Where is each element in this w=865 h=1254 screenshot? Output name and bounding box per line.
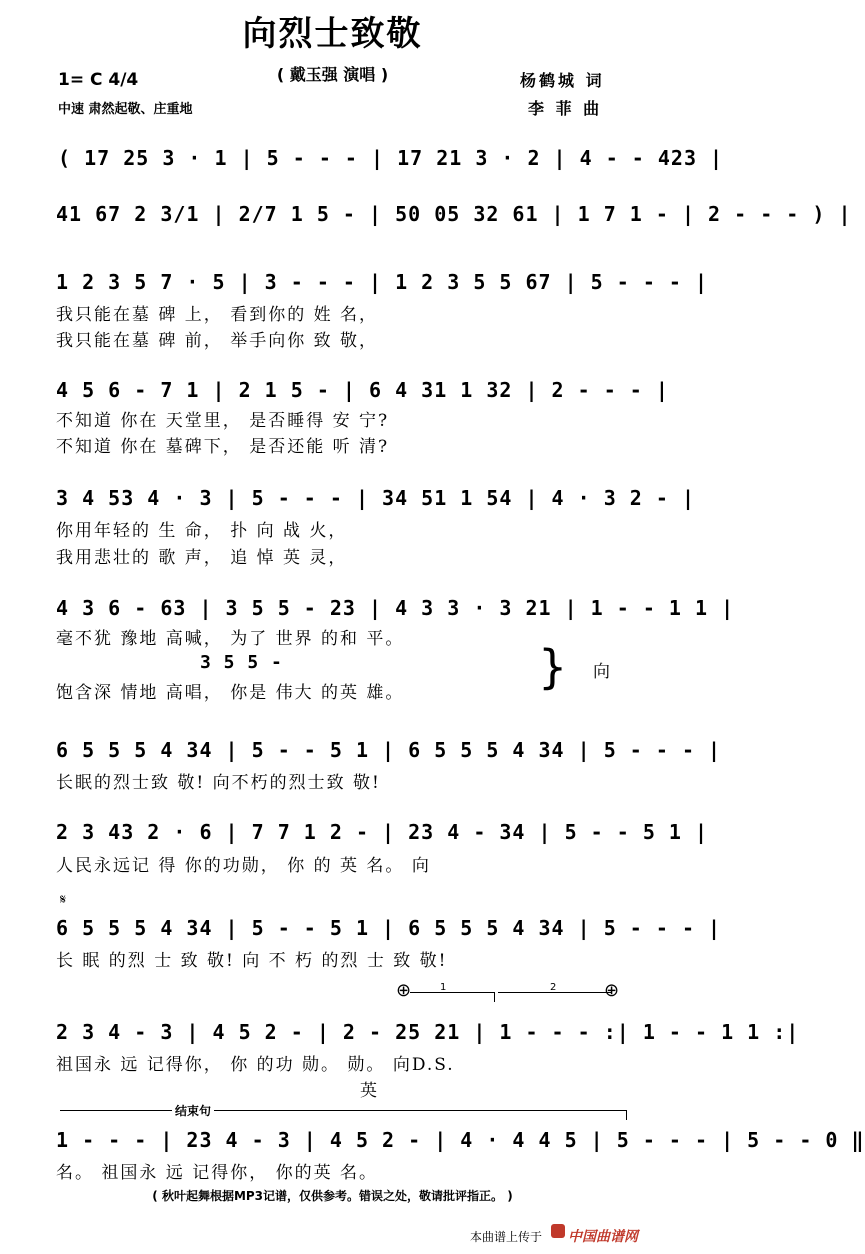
- alt-notes-verse-2: 3 5 5 -: [200, 652, 283, 673]
- score-row-11: 1 - - - | 23 4 - 3 | 4 5 2 - | 4 · 4 4 5 | 5 - - - | 5 - - 0 ‖: [56, 1128, 865, 1152]
- score-row-8: 2 3 43 2 · 6 | 7 7 1 2 - | 23 4 - 34 | 5 - - 5 1 |: [56, 820, 709, 844]
- score-row-10: 2 3 4 - 3 | 4 5 2 - | 2 - 25 21 | 1 - - - :| 1 - - 1 1 :|: [56, 1020, 800, 1044]
- lyric-row-5-verse-2: 我用悲壮的 歌 声， 追 悼 英 灵，: [56, 548, 348, 568]
- lyric-row-11: 名。 祖国永 远 记得你， 你的英 名。: [56, 1163, 379, 1183]
- lyric-pickup: 向: [593, 662, 612, 682]
- coda-sign-2: ⊕: [604, 980, 620, 1001]
- site-name[interactable]: 中国曲谱网: [568, 1229, 638, 1245]
- verse-brace: }: [538, 640, 568, 694]
- score-row-7: 6 5 5 5 4 34 | 5 - - 5 1 | 6 5 5 5 4 34 | 5 - - - |: [56, 738, 722, 762]
- lyric-row-7: 长眠的烈士致 敬! 向不朽的烈士致 敬!: [56, 773, 381, 793]
- score-row-2: 41 67 2 3/1 | 2/7 1 5 - | 50 05 32 61 | 1 7 1 - | 2 - - - ) |: [56, 202, 852, 226]
- score-row-6: 4 3 6 - 63 | 3 5 5 - 23 | 4 3 3 · 3 21 | 1 - - 1 1 |: [56, 596, 735, 620]
- tempo-marking: 中速 肃然起敬、庄重地: [58, 102, 193, 117]
- score-row-1: ( 17 25 3 · 1 | 5 - - - | 17 21 3 · 2 | 4 - - 423 |: [58, 146, 724, 170]
- coda-sign-1: ⊕: [396, 980, 412, 1001]
- ending-bracket-tick: [626, 1110, 627, 1120]
- lyricist-credit: 杨鹤城 词: [520, 71, 605, 90]
- volta-1-number: 1: [440, 982, 447, 993]
- lyric-row-10: 祖国永 远 记得你， 你 的功 勋。 勋。 向D.S.: [56, 1055, 455, 1075]
- performer-subtitle: ( 戴玉强 演唱 ): [276, 65, 389, 84]
- transcriber-note: ( 秋叶起舞根据MP3记谱，仅供参考。错误之处，敬请批评指正。 ): [152, 1189, 513, 1203]
- composer-credit: 李 菲 曲: [528, 99, 603, 118]
- ending-bracket-line: [60, 1110, 626, 1111]
- volta-1-tick: [494, 992, 495, 1002]
- lyric-row-4-verse-2: 不知道 你在 墓碑下， 是否还能 听 清?: [56, 437, 390, 457]
- key-signature: 1= C 4/4: [58, 70, 139, 90]
- lyric-row-8: 人民永远记 得 你的功勋， 你 的 英 名。 向: [56, 856, 431, 876]
- lyric-row-5-verse-1: 你用年轻的 生 命， 扑 向 战 火，: [56, 521, 348, 541]
- score-row-5: 3 4 53 4 · 3 | 5 - - - | 34 51 1 54 | 4 · 3 2 - |: [56, 486, 696, 510]
- site-logo-icon: [551, 1224, 565, 1238]
- volta-2-number: 2: [550, 982, 557, 993]
- song-title: 向烈士致敬: [242, 14, 423, 54]
- lyric-row-3-verse-2: 我只能在墓 碑 前， 举手向你 致 敬，: [56, 331, 379, 351]
- lyric-row-10-alt: 英: [360, 1081, 379, 1101]
- score-row-3: 1 2 3 5 7 · 5 | 3 - - - | 1 2 3 5 5 67 | 5 - - - |: [56, 270, 709, 294]
- lyric-row-3-verse-1: 我只能在墓 碑 上， 看到你的 姓 名，: [56, 305, 379, 325]
- lyric-row-9: 长 眠 的烈 士 致 敬! 向 不 朽 的烈 士 致 敬!: [56, 951, 448, 971]
- score-row-9: 6 5 5 5 4 34 | 5 - - 5 1 | 6 5 5 5 4 34 | 5 - - - |: [56, 916, 722, 940]
- upload-note: 本曲谱上传于: [470, 1230, 543, 1244]
- lyric-row-6-verse-2: 饱含深 情地 高唱， 你是 伟大 的英 雄。: [56, 683, 405, 703]
- ending-phrase-label: 结束句: [172, 1102, 214, 1119]
- lyric-row-4-verse-1: 不知道 你在 天堂里， 是否睡得 安 宁?: [56, 411, 390, 431]
- segno-sign: 𝄋: [60, 892, 67, 908]
- score-row-4: 4 5 6 - 7 1 | 2 1 5 - | 6 4 31 1 32 | 2 - - - |: [56, 378, 669, 402]
- volta-1-line: [410, 992, 494, 993]
- lyric-row-6-verse-1: 毫不犹 豫地 高喊， 为了 世界 的和 平。: [56, 629, 405, 649]
